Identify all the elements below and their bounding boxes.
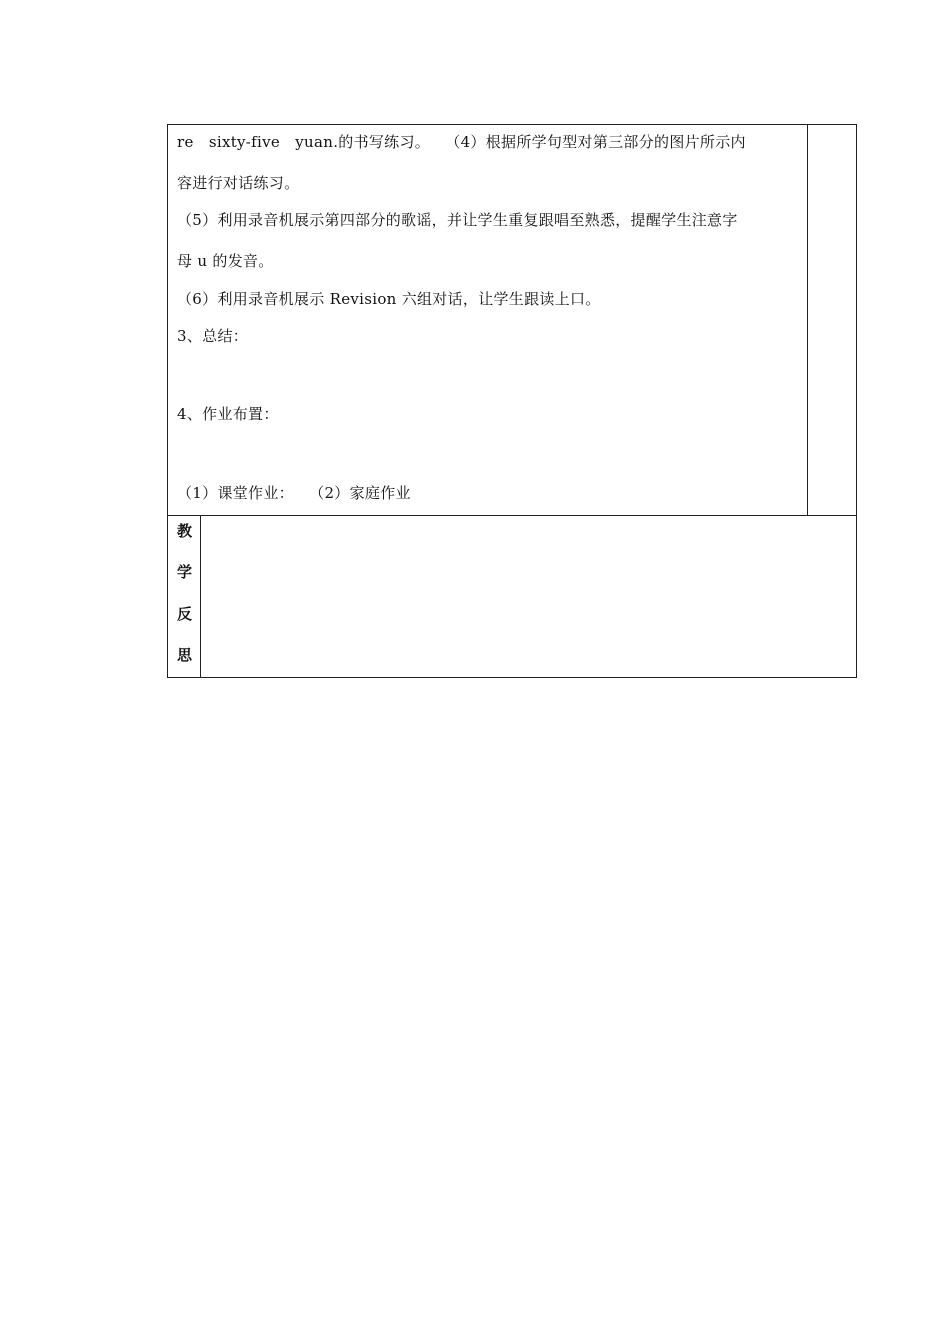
reflection-label-cell bbox=[168, 515, 201, 677]
lesson-steps-cell bbox=[168, 125, 808, 515]
reflection-label-char-4: 思 bbox=[176, 646, 192, 664]
lesson-line-3: （5）利用录音机展示第四部分的歌谣，并让学生重复跟唱至熟悉，提醒学生注意字 bbox=[177, 211, 738, 229]
reflection-label-char-2: 学 bbox=[176, 563, 192, 581]
homework-items: （1）课堂作业： （2）家庭作业 bbox=[177, 484, 411, 502]
side-notes-cell bbox=[808, 125, 856, 515]
reflection-row bbox=[167, 515, 857, 678]
lesson-table-continuation bbox=[167, 124, 857, 516]
summary-heading: 3、总结： bbox=[177, 327, 249, 345]
reflection-label-char-1: 教 bbox=[176, 522, 192, 540]
reflection-label-char-3: 反 bbox=[176, 605, 192, 623]
lesson-line-5: （6）利用录音机展示 Revision 六组对话，让学生跟读上口。 bbox=[177, 290, 601, 308]
lesson-line-1: re sixty-five yuan.的书写练习。 （4）根据所学句型对第三部分的图片所示内 bbox=[177, 133, 746, 151]
lesson-line-2: 容进行对话练习。 bbox=[177, 174, 300, 192]
lesson-line-4: 母 u 的发音。 bbox=[177, 252, 274, 270]
homework-heading: 4、作业布置： bbox=[177, 405, 279, 423]
reflection-content-cell bbox=[201, 515, 856, 677]
